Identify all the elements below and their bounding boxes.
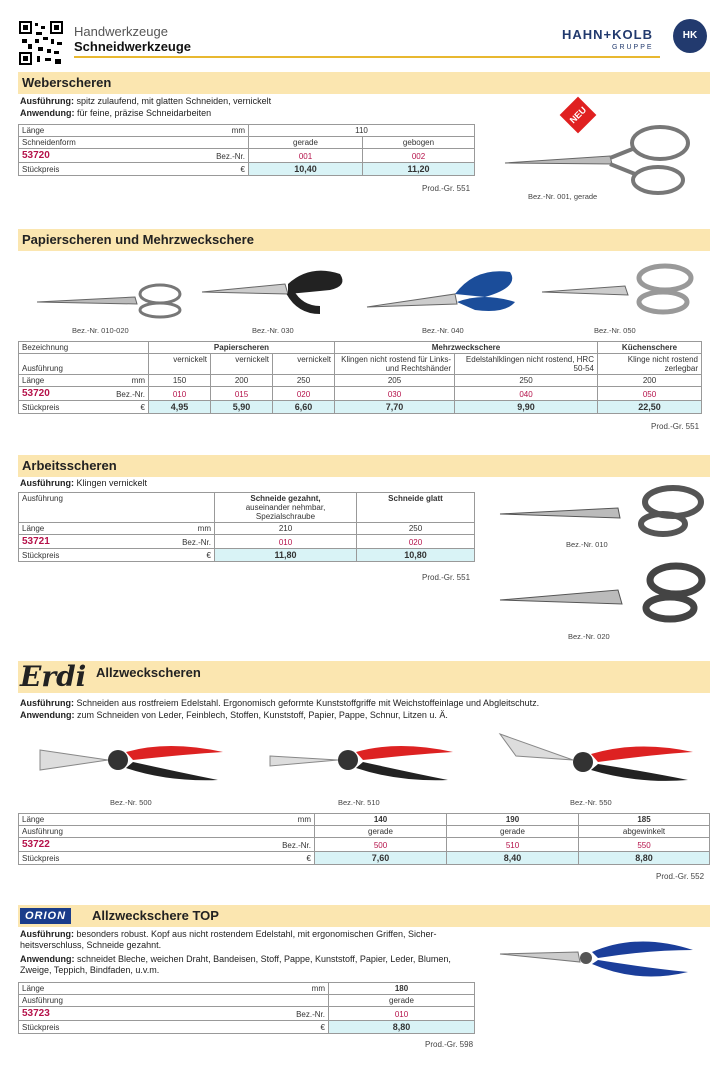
image-caption: Bez.-Nr. 040 bbox=[422, 326, 464, 335]
s5-anwendung: Anwendung: schneidet Bleche, weichen Draht, Bandeisen, Stoff, Pappe, Kunststoff, Papier, Leder, Blumen, bbox=[20, 954, 451, 964]
s4-anwendung: Anwendung: zum Schneiden von Leder, Feinblech, Stoffen, Kunststoff, Papier, Pappe, Schnur, Litzen u. Ä. bbox=[20, 710, 448, 720]
brand-badge-icon: HK bbox=[673, 19, 707, 53]
image-caption: Bez.-Nr. 500 bbox=[110, 798, 152, 807]
s4-table: Länge mm 140 190 185 Ausführung gerade gerade abgewinkelt 53722 Bez.-Nr. 500 510 550 Stückpreis € 7,60 8,40 8,80 bbox=[18, 813, 710, 865]
price: 10,40 bbox=[249, 163, 363, 176]
bez-nr: 510 bbox=[447, 838, 579, 852]
bez-nr: 500 bbox=[315, 838, 447, 852]
price: 11,80 bbox=[215, 549, 357, 562]
scissors-image bbox=[35, 280, 185, 320]
page-header bbox=[0, 0, 728, 62]
image-caption: Bez.-Nr. 001, gerade bbox=[528, 192, 598, 201]
bez-nr: 040 bbox=[455, 387, 598, 401]
bez-nr: 010 bbox=[215, 535, 357, 549]
bez-nr: 002 bbox=[363, 149, 475, 163]
bez-nr: 001 bbox=[249, 149, 363, 163]
price: 11,20 bbox=[363, 163, 475, 176]
image-caption: Bez.-Nr. 020 bbox=[568, 632, 610, 641]
image-caption: Bez.-Nr. 010 bbox=[566, 540, 608, 549]
scissors-image bbox=[498, 484, 708, 540]
s5-ausfuehrung-2: heitsverschluss, Schneide gezahnt. bbox=[20, 940, 162, 950]
row-label-laenge: Länge bbox=[19, 125, 129, 137]
price: 22,50 bbox=[598, 401, 702, 414]
erdi-logo: Erdi bbox=[20, 660, 87, 693]
brand-logo: HAHN+KOLB bbox=[562, 27, 653, 42]
bez-nr: 550 bbox=[579, 838, 710, 852]
section-title-allzweckscheren: Allzweckscheren bbox=[18, 661, 710, 693]
price: 8,80 bbox=[579, 852, 710, 865]
bez-nr: 010 bbox=[149, 387, 211, 401]
s5-table: Länge mm 180 Ausführung gerade 53723 Bez.-Nr. 010 Stückpreis € 8,80 bbox=[18, 982, 475, 1034]
prod-group: Prod.-Gr. 551 bbox=[422, 573, 471, 582]
s1-ausfuehrung: Ausführung: spitz zulaufend, mit glatten Schneiden, vernickelt bbox=[20, 96, 272, 106]
price: 7,70 bbox=[335, 401, 455, 414]
s5-ausfuehrung: Ausführung: besonders robust. Kopf aus nicht rostendem Edelstahl, mit ergonomischen Griffen, Sicher- bbox=[20, 929, 437, 939]
bez-nr: 020 bbox=[273, 387, 335, 401]
s5-anwendung-2: Zweige, Teppich, Bindfaden, u.v.m. bbox=[20, 965, 160, 975]
section-title-arbeitsscheren: Arbeitsscheren bbox=[18, 455, 710, 477]
orion-logo: ORION bbox=[20, 908, 71, 924]
s1-anwendung: Anwendung: für feine, präzise Schneidarbeiten bbox=[20, 108, 212, 118]
article-number: 53723 bbox=[19, 1007, 159, 1021]
bez-nr: 020 bbox=[357, 535, 475, 549]
header-subcategory: Schneidwerkzeuge bbox=[74, 39, 192, 54]
header-divider bbox=[74, 56, 660, 58]
price: 7,60 bbox=[315, 852, 447, 865]
scissors-image bbox=[540, 262, 700, 317]
header-category: Handwerkzeuge bbox=[74, 24, 168, 39]
image-caption: Bez.-Nr. 050 bbox=[594, 326, 636, 335]
len-value: 110 bbox=[249, 125, 475, 137]
price: 4,95 bbox=[149, 401, 211, 414]
brand-logo-sub: GRUPPE bbox=[612, 44, 654, 51]
s1-table: Länge mm 110 Schneidenform gerade gebogen 53720 Bez.-Nr. 001 002 Stückpreis € 10,40 11,20 bbox=[18, 124, 475, 176]
article-number: 53720 bbox=[19, 387, 99, 401]
section-title-papierscheren: Papierscheren und Mehrzweckschere bbox=[18, 229, 710, 251]
scissors-image bbox=[38, 730, 228, 792]
prod-group: Prod.-Gr. 598 bbox=[425, 1040, 474, 1049]
scissors-image bbox=[268, 730, 458, 792]
image-caption: Bez.-Nr. 030 bbox=[252, 326, 294, 335]
bez-nr: 010 bbox=[329, 1007, 475, 1021]
price: 9,90 bbox=[455, 401, 598, 414]
section-title-allzweckschere-top: Allzweckschere TOP bbox=[18, 905, 710, 927]
prod-group: Prod.-Gr. 551 bbox=[651, 422, 700, 431]
price: 5,90 bbox=[211, 401, 273, 414]
scissors-image bbox=[498, 928, 698, 990]
scissors-image bbox=[200, 262, 350, 317]
scissors-image bbox=[500, 118, 700, 198]
scissors-image bbox=[498, 560, 708, 624]
prod-group: Prod.-Gr. 551 bbox=[422, 184, 471, 193]
new-badge: NEU bbox=[560, 97, 597, 134]
s2-table: Bezeichnung Papierscheren Mehrzweckschere Küchenschere Ausführung vernickelt vernickelt vernickelt Klingen nicht rostend für Links- und Rechtshänder Edelstahlklingen nicht rostend, HRC 50-54 Klinge nicht rostend zerlegbar Länge mm 150 200 250 205 250 200 53720 Bez.-Nr. 010 015 020 030 040 050 Stückpreis € 4,95 5,90 6,60 7,70 9,90 22,50 bbox=[18, 341, 702, 414]
scissors-image bbox=[365, 262, 525, 317]
s3-ausfuehrung: Ausführung: Klingen vernickelt bbox=[20, 478, 148, 488]
bez-nr: 015 bbox=[211, 387, 273, 401]
article-number: 53720 bbox=[19, 149, 129, 163]
price: 8,80 bbox=[329, 1021, 475, 1034]
image-caption: Bez.-Nr. 510 bbox=[338, 798, 380, 807]
prod-group: Prod.-Gr. 552 bbox=[656, 872, 705, 881]
article-number: 53722 bbox=[19, 838, 159, 852]
article-number: 53721 bbox=[19, 535, 129, 549]
price: 10,80 bbox=[357, 549, 475, 562]
image-caption: Bez.-Nr. 550 bbox=[570, 798, 612, 807]
price: 6,60 bbox=[273, 401, 335, 414]
image-caption: Bez.-Nr. 010-020 bbox=[72, 326, 129, 335]
bez-nr: 050 bbox=[598, 387, 702, 401]
s4-ausfuehrung: Ausführung: Schneiden aus rostfreiem Edelstahl. Ergonomisch geformte Kunststoffgriffe mit Weichstoffeinlage und Abgleitschutz. bbox=[20, 698, 540, 708]
section-title-weberscheren: Weberscheren bbox=[18, 72, 710, 94]
bez-nr: 030 bbox=[335, 387, 455, 401]
price: 8,40 bbox=[447, 852, 579, 865]
qr-code-icon bbox=[18, 20, 64, 66]
s3-table: Ausführung Schneide gezahnt, auseinander nehmbar, Spezialschraube Schneide glatt Länge mm 210 250 53721 Bez.-Nr. 010 020 Stückpreis € 11,80 10,80 bbox=[18, 492, 475, 562]
scissors-image bbox=[498, 726, 698, 792]
